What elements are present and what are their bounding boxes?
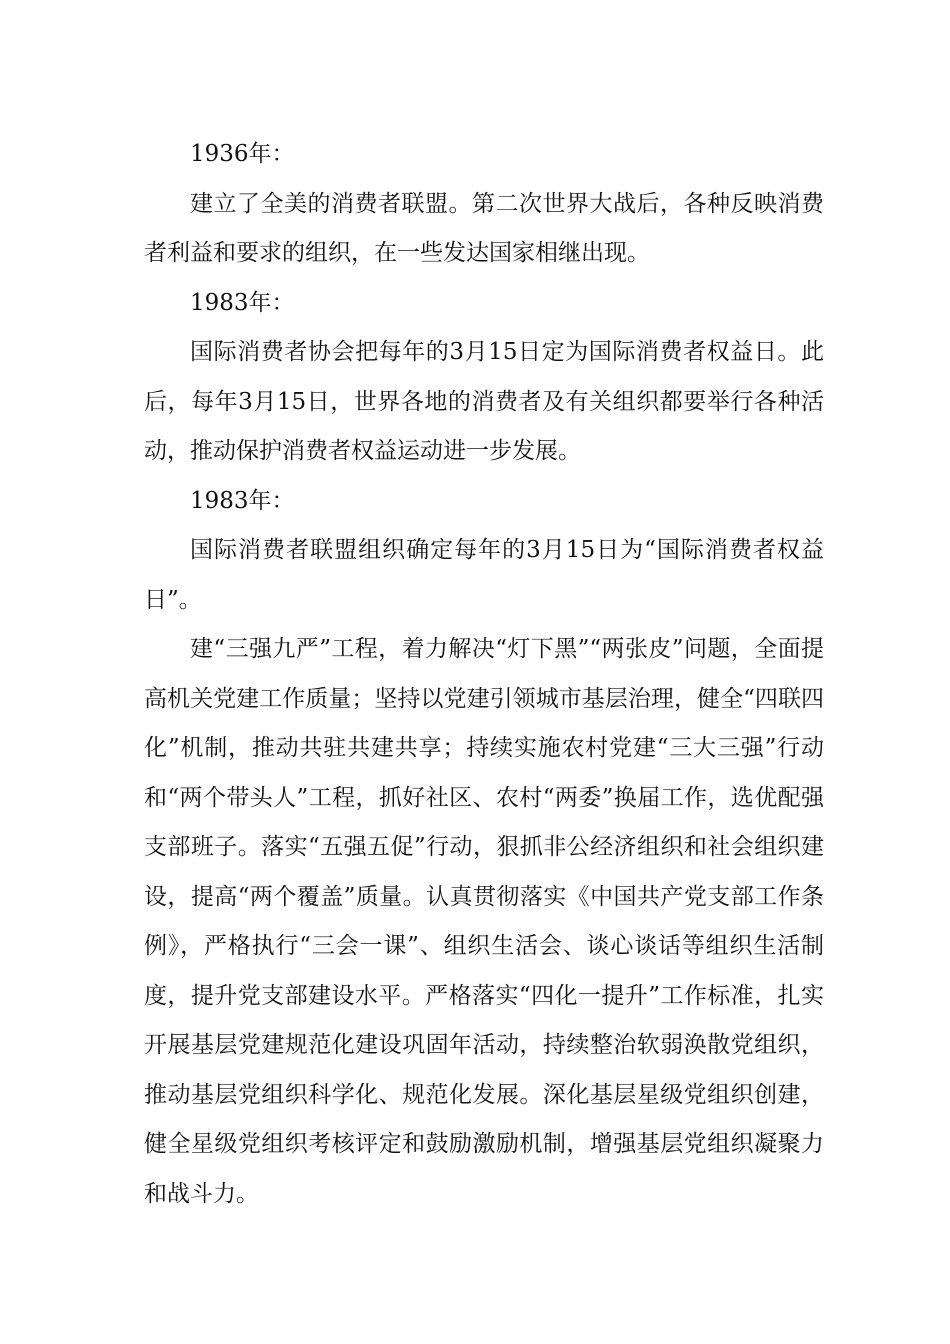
paragraph-party-building: 建“三强九严”工程，着力解决“灯下黑”“两张皮”问题，全面提高机关党建工作质量；坚持以党建引领城市基层治理，健全“四联四化”机制，推动共驻共建共享；持续实施农村党建“三大三强”行动和“两个带头人”工程，抓好社区、农村“两委”换届工作，选优配强支部班子。落实“五强五促”行动，狠抓非公经济组织和社会组织建设，提高“两个覆盖”质量。认真贯彻落实《中国共产党支部工作条例》，严格执行“三会一课”、组织生活会、谈心谈话等组织生活制度，提升党支部建设水平。严格落实“四化一提升”工作标准，扎实开展基层党建规范化建设巩固年活动，持续整治软弱涣散党组织，推动基层党组织科学化、规范化发展。深化基层星级党组织创建，健全星级党组织考核评定和鼓励激励机制，增强基层党组织凝聚力和战斗力。	[144, 636, 824, 1207]
year-heading-1983-b: 1983年：	[190, 487, 295, 514]
paragraph-rights-day: 国际消费者协会把每年的3月15日定为国际消费者权益日。此后，每年3月15日，世界各地的消费者及有关组织都要举行各种活动，推动保护消费者权益运动进一步发展。	[144, 339, 824, 464]
paragraph-consumer-union: 建立了全美的消费者联盟。第二次世界大战后，各种反映消费者利益和要求的组织，在一些发达国家相继出现。	[144, 190, 824, 266]
document-body	[144, 130, 824, 1219]
year-heading-1936: 1936年：	[190, 141, 295, 167]
year-heading-1983-a: 1983年：	[190, 289, 295, 316]
paragraph-federation: 国际消费者联盟组织确定每年的3月15日为“国际消费者权益日”。	[144, 537, 824, 613]
